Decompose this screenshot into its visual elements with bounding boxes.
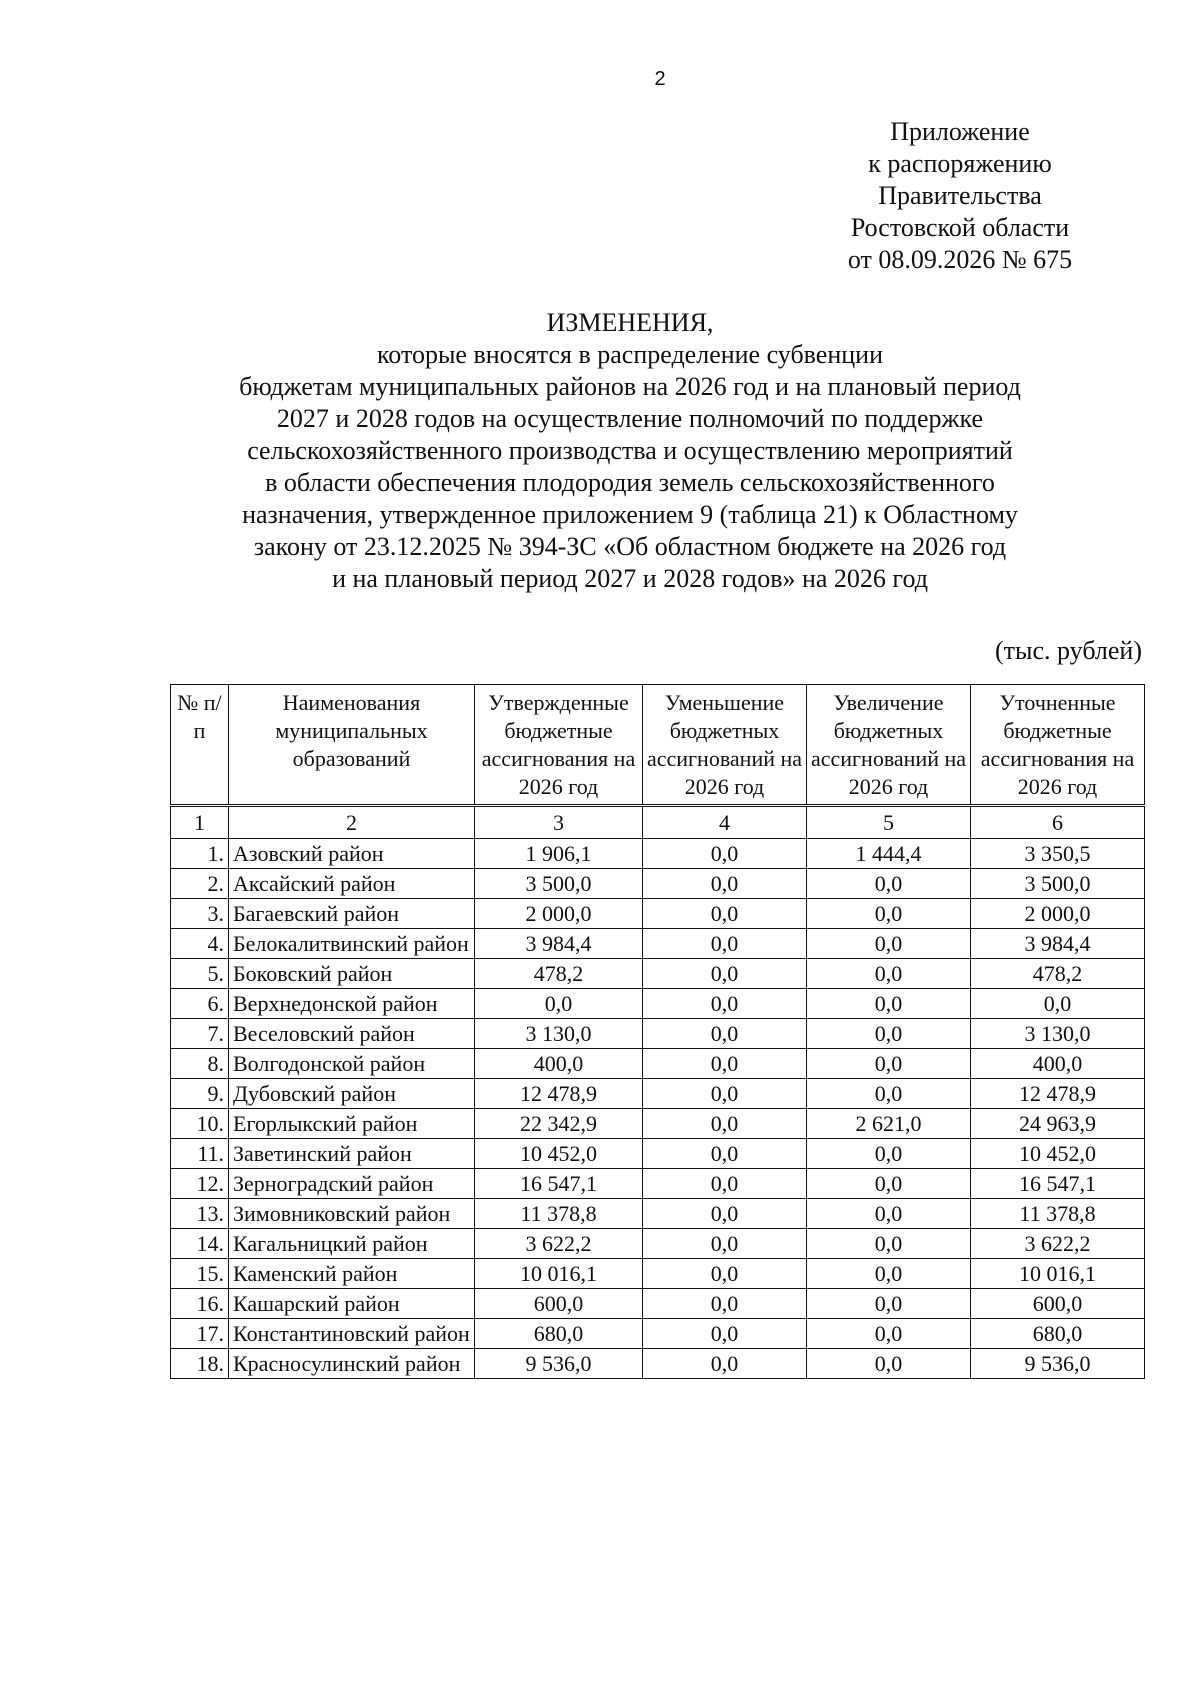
row-number: 7. bbox=[171, 1019, 229, 1049]
approved-amount: 3 984,4 bbox=[475, 929, 643, 959]
district-name: Боковский район bbox=[229, 959, 475, 989]
increase-amount: 0,0 bbox=[807, 1229, 971, 1259]
heading-line: в области обеспечения плодородия земель сельскохозяйственного bbox=[265, 468, 995, 497]
increase-amount: 0,0 bbox=[807, 1289, 971, 1319]
table-row bbox=[171, 959, 1145, 989]
decrease-amount: 0,0 bbox=[643, 1289, 807, 1319]
refined-amount: 3 984,4 bbox=[971, 929, 1145, 959]
table-row bbox=[171, 1079, 1145, 1109]
approved-amount: 478,2 bbox=[475, 959, 643, 989]
decrease-amount: 0,0 bbox=[643, 1199, 807, 1229]
document-heading bbox=[160, 307, 1100, 595]
heading-line: сельскохозяйственного производства и осуществлению мероприятий bbox=[247, 436, 1013, 465]
increase-amount: 0,0 bbox=[807, 1139, 971, 1169]
header-increase: Увеличение бюджетных ассигнований на 2026 год bbox=[807, 685, 971, 806]
column-number-row bbox=[171, 806, 1145, 839]
district-name: Верхнедонской район bbox=[229, 989, 475, 1019]
column-number: 6 bbox=[971, 806, 1145, 839]
district-name: Веселовский район bbox=[229, 1019, 475, 1049]
increase-amount: 0,0 bbox=[807, 929, 971, 959]
decrease-amount: 0,0 bbox=[643, 1259, 807, 1289]
refined-amount: 11 378,8 bbox=[971, 1199, 1145, 1229]
column-number: 2 bbox=[229, 806, 475, 839]
approved-amount: 2 000,0 bbox=[475, 899, 643, 929]
table-row bbox=[171, 1349, 1145, 1379]
row-number: 4. bbox=[171, 929, 229, 959]
column-number: 4 bbox=[643, 806, 807, 839]
decrease-amount: 0,0 bbox=[643, 1019, 807, 1049]
district-name: Зерноградский район bbox=[229, 1169, 475, 1199]
row-number: 15. bbox=[171, 1259, 229, 1289]
increase-amount: 0,0 bbox=[807, 1199, 971, 1229]
row-number: 12. bbox=[171, 1169, 229, 1199]
increase-amount: 0,0 bbox=[807, 989, 971, 1019]
decrease-amount: 0,0 bbox=[643, 1109, 807, 1139]
heading-line: назначения, утвержденное приложением 9 (таблица 21) к Областному bbox=[242, 500, 1018, 529]
refined-amount: 16 547,1 bbox=[971, 1169, 1145, 1199]
refined-amount: 3 500,0 bbox=[971, 869, 1145, 899]
table-row bbox=[171, 1229, 1145, 1259]
table-row bbox=[171, 869, 1145, 899]
increase-amount: 0,0 bbox=[807, 1169, 971, 1199]
increase-amount: 0,0 bbox=[807, 1019, 971, 1049]
appendix-line: к распоряжению bbox=[868, 149, 1052, 178]
refined-amount: 0,0 bbox=[971, 989, 1145, 1019]
approved-amount: 3 500,0 bbox=[475, 869, 643, 899]
district-name: Дубовский район bbox=[229, 1079, 475, 1109]
table-row bbox=[171, 1169, 1145, 1199]
increase-amount: 0,0 bbox=[807, 899, 971, 929]
table-body bbox=[171, 839, 1145, 1379]
district-name: Константиновский район bbox=[229, 1319, 475, 1349]
document-title: ИЗМЕНЕНИЯ, bbox=[546, 308, 714, 337]
heading-line: которые вносятся в распределение субвенции bbox=[376, 340, 884, 369]
increase-amount: 0,0 bbox=[807, 1319, 971, 1349]
district-name: Красносулинский район bbox=[229, 1349, 475, 1379]
district-name: Белокалитвинский район bbox=[229, 929, 475, 959]
header-approved: Утвержденные бюджетные ассигнования на 2026 год bbox=[475, 685, 643, 806]
row-number: 10. bbox=[171, 1109, 229, 1139]
refined-amount: 12 478,9 bbox=[971, 1079, 1145, 1109]
header-number: № п/п bbox=[171, 685, 229, 806]
decrease-amount: 0,0 bbox=[643, 989, 807, 1019]
district-name: Волгодонской район bbox=[229, 1049, 475, 1079]
district-name: Зимовниковский район bbox=[229, 1199, 475, 1229]
decrease-amount: 0,0 bbox=[643, 959, 807, 989]
row-number: 17. bbox=[171, 1319, 229, 1349]
unit-label: (тыс. рублей) bbox=[994, 636, 1142, 665]
approved-amount: 0,0 bbox=[475, 989, 643, 1019]
district-name: Азовский район bbox=[229, 839, 475, 869]
refined-amount: 24 963,9 bbox=[971, 1109, 1145, 1139]
decrease-amount: 0,0 bbox=[643, 929, 807, 959]
heading-line: закону от 23.12.2025 № 394-ЗС «Об областном бюджете на 2026 год bbox=[253, 532, 1007, 561]
increase-amount: 2 621,0 bbox=[807, 1109, 971, 1139]
approved-amount: 400,0 bbox=[475, 1049, 643, 1079]
decrease-amount: 0,0 bbox=[643, 869, 807, 899]
refined-amount: 400,0 bbox=[971, 1049, 1145, 1079]
decrease-amount: 0,0 bbox=[643, 1169, 807, 1199]
district-name: Кашарский район bbox=[229, 1289, 475, 1319]
row-number: 2. bbox=[171, 869, 229, 899]
approved-amount: 10 452,0 bbox=[475, 1139, 643, 1169]
row-number: 8. bbox=[171, 1049, 229, 1079]
district-name: Заветинский район bbox=[229, 1139, 475, 1169]
row-number: 13. bbox=[171, 1199, 229, 1229]
approved-amount: 680,0 bbox=[475, 1319, 643, 1349]
appendix-block bbox=[820, 116, 1100, 276]
header-name: Наименования муниципальных образований bbox=[229, 685, 475, 806]
decrease-amount: 0,0 bbox=[643, 839, 807, 869]
heading-line: бюджетам муниципальных районов на 2026 год и на плановый период bbox=[239, 372, 1021, 401]
heading-line: и на плановый период 2027 и 2028 годов» на 2026 год bbox=[332, 564, 928, 593]
increase-amount: 0,0 bbox=[807, 959, 971, 989]
column-number: 5 bbox=[807, 806, 971, 839]
increase-amount: 0,0 bbox=[807, 1049, 971, 1079]
decrease-amount: 0,0 bbox=[643, 1349, 807, 1379]
decrease-amount: 0,0 bbox=[643, 1079, 807, 1109]
header-decrease: Уменьшение бюджетных ассигнований на 2026 год bbox=[643, 685, 807, 806]
approved-amount: 12 478,9 bbox=[475, 1079, 643, 1109]
table-row bbox=[171, 1319, 1145, 1349]
row-number: 3. bbox=[171, 899, 229, 929]
approved-amount: 9 536,0 bbox=[475, 1349, 643, 1379]
decrease-amount: 0,0 bbox=[643, 1049, 807, 1079]
table-row bbox=[171, 899, 1145, 929]
appendix-line: от 08.09.2026 № 675 bbox=[847, 245, 1073, 274]
row-number: 14. bbox=[171, 1229, 229, 1259]
table-row bbox=[171, 1199, 1145, 1229]
appendix-line: Приложение bbox=[890, 117, 1030, 146]
heading-line: 2027 и 2028 годов на осуществление полномочий по поддержке bbox=[276, 404, 984, 433]
increase-amount: 0,0 bbox=[807, 1079, 971, 1109]
refined-amount: 10 016,1 bbox=[971, 1259, 1145, 1289]
table-row bbox=[171, 1259, 1145, 1289]
budget-table bbox=[170, 684, 1145, 1379]
row-number: 6. bbox=[171, 989, 229, 1019]
table-header-row bbox=[171, 685, 1145, 806]
approved-amount: 600,0 bbox=[475, 1289, 643, 1319]
decrease-amount: 0,0 bbox=[643, 1229, 807, 1259]
header-refined: Уточненные бюджетные ассигнования на 2026 год bbox=[971, 685, 1145, 806]
column-number: 1 bbox=[171, 806, 229, 839]
row-number: 16. bbox=[171, 1289, 229, 1319]
table-row bbox=[171, 1139, 1145, 1169]
district-name: Багаевский район bbox=[229, 899, 475, 929]
table-row bbox=[171, 1019, 1145, 1049]
row-number: 5. bbox=[171, 959, 229, 989]
decrease-amount: 0,0 bbox=[643, 1139, 807, 1169]
approved-amount: 3 130,0 bbox=[475, 1019, 643, 1049]
refined-amount: 3 350,5 bbox=[971, 839, 1145, 869]
row-number: 18. bbox=[171, 1349, 229, 1379]
page-number: 2 bbox=[654, 68, 666, 90]
refined-amount: 10 452,0 bbox=[971, 1139, 1145, 1169]
column-number: 3 bbox=[475, 806, 643, 839]
district-name: Каменский район bbox=[229, 1259, 475, 1289]
table-row bbox=[171, 839, 1145, 869]
approved-amount: 1 906,1 bbox=[475, 839, 643, 869]
increase-amount: 0,0 bbox=[807, 1349, 971, 1379]
decrease-amount: 0,0 bbox=[643, 1319, 807, 1349]
appendix-line: Ростовской области bbox=[850, 213, 1070, 242]
table-row bbox=[171, 1109, 1145, 1139]
increase-amount: 1 444,4 bbox=[807, 839, 971, 869]
table-row bbox=[171, 1049, 1145, 1079]
table-row bbox=[171, 989, 1145, 1019]
refined-amount: 680,0 bbox=[971, 1319, 1145, 1349]
table-row bbox=[171, 929, 1145, 959]
approved-amount: 3 622,2 bbox=[475, 1229, 643, 1259]
approved-amount: 11 378,8 bbox=[475, 1199, 643, 1229]
appendix-line: Правительства bbox=[878, 181, 1042, 210]
refined-amount: 2 000,0 bbox=[971, 899, 1145, 929]
district-name: Аксайский район bbox=[229, 869, 475, 899]
district-name: Егорлыкский район bbox=[229, 1109, 475, 1139]
refined-amount: 9 536,0 bbox=[971, 1349, 1145, 1379]
refined-amount: 478,2 bbox=[971, 959, 1145, 989]
approved-amount: 10 016,1 bbox=[475, 1259, 643, 1289]
row-number: 11. bbox=[171, 1139, 229, 1169]
increase-amount: 0,0 bbox=[807, 1259, 971, 1289]
increase-amount: 0,0 bbox=[807, 869, 971, 899]
row-number: 1. bbox=[171, 839, 229, 869]
refined-amount: 3 130,0 bbox=[971, 1019, 1145, 1049]
refined-amount: 600,0 bbox=[971, 1289, 1145, 1319]
row-number: 9. bbox=[171, 1079, 229, 1109]
table-row bbox=[171, 1289, 1145, 1319]
district-name: Кагальницкий район bbox=[229, 1229, 475, 1259]
refined-amount: 3 622,2 bbox=[971, 1229, 1145, 1259]
decrease-amount: 0,0 bbox=[643, 899, 807, 929]
approved-amount: 16 547,1 bbox=[475, 1169, 643, 1199]
approved-amount: 22 342,9 bbox=[475, 1109, 643, 1139]
